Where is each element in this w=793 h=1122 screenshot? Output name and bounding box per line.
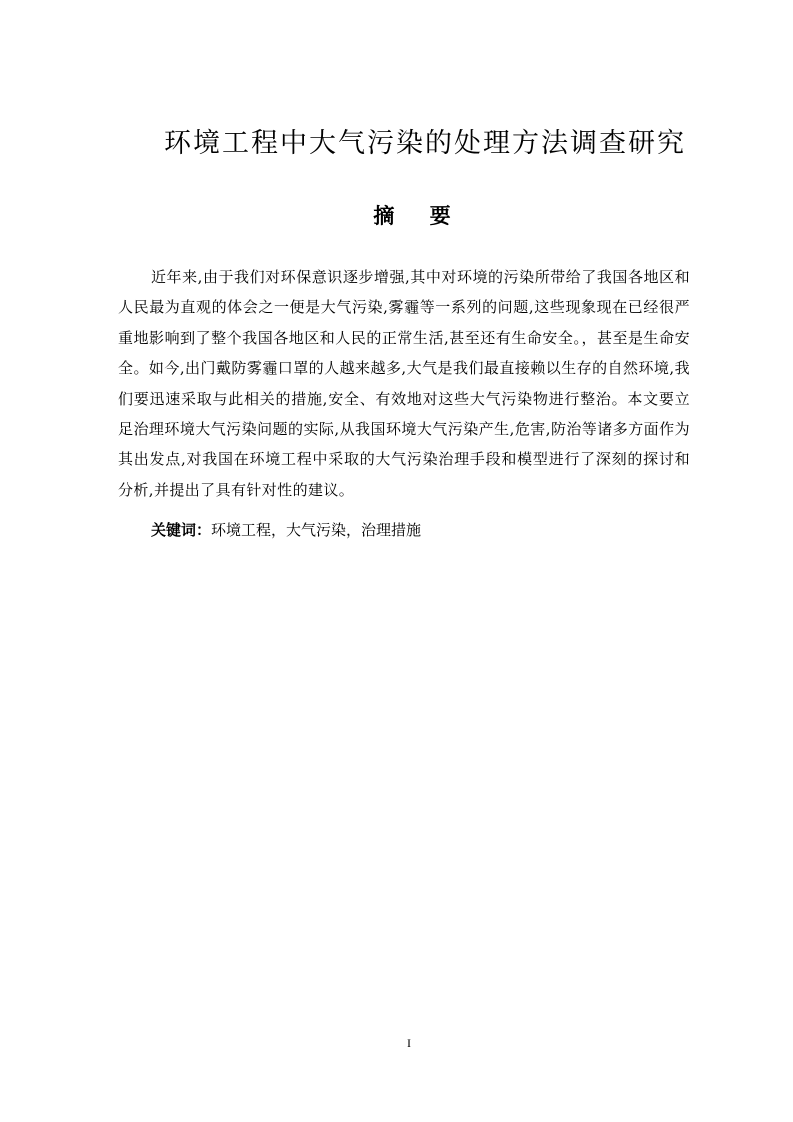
document-title: 环境工程中大气污染的处理方法调查研究 <box>164 128 686 159</box>
keywords-label: 关键词： <box>151 521 212 539</box>
abstract-heading: 摘 要 <box>373 204 465 228</box>
keywords-text: 环境工程，大气污染，治理措施 <box>211 521 422 539</box>
abstract-body: 近年来,由于我们对环保意识逐步增强,其中对环境的污染所带给了我国各地区和人民最为直观的体会之一便是大气污染,雾霾等一系列的问题,这些现象现在已经很严重地影响到了整个我国各地区和人民的正常生活,甚至还有生命安全。，甚至是生命安全。如今,出门戴防雾霾口罩的人越来越多,大气是我们最直接赖以生存的自然环境,我们要迅速采取与此相关的措施,安全、有效地对这些大气污染物进行整治。本文要立足治理环境大气污染问题的实际,从我国环境大气污染产生,危害,防治等诸多方面作为其出发点,对我国在环境工程中采取的大气污染治理手段和模型进行了深刻的探讨和分析,并提出了具有针对性的建议。 <box>118 268 690 499</box>
page-number: I <box>407 1036 411 1050</box>
keywords-line <box>151 515 691 545</box>
